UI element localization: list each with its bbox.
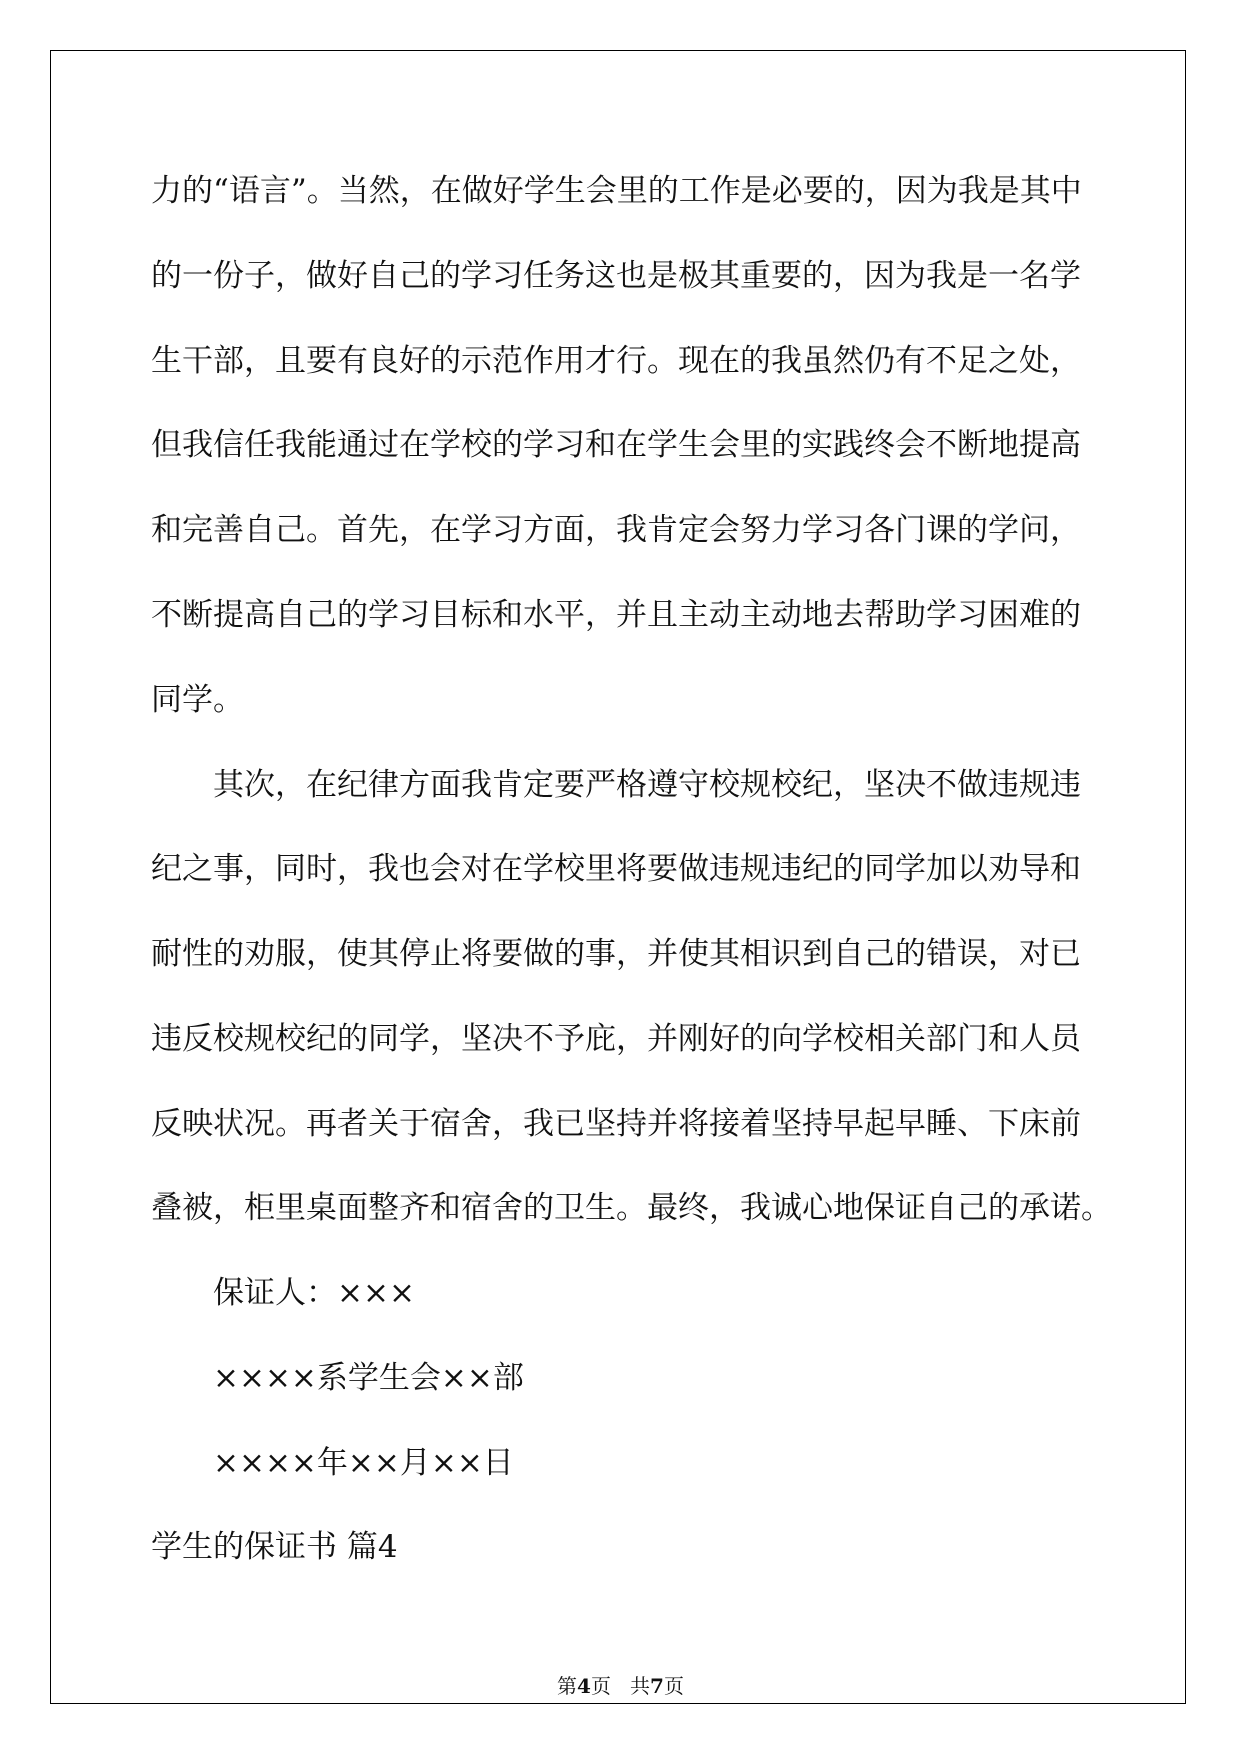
paragraph-line: 的一份子，做好自己的学习任务这也是极其重要的，因为我是一名学 [151,258,1081,294]
paragraph-line: 纪之事，同时，我也会对在学校里将要做违规违纪的同学加以劝导和 [151,851,1081,887]
footer-total-pages: 7 [650,1674,664,1698]
paragraph-line: 同学。 [151,682,244,718]
paragraph-line: 耐性的劝服，使其停止将要做的事，并使其相识到自己的错误，对已 [151,936,1081,972]
paragraph-line: 和完善自己。首先，在学习方面，我肯定会努力学习各门课的学问， [151,512,1081,548]
page-footer [0,1674,1241,1698]
paragraph-line: 叠被，柜里桌面整齐和宿舍的卫生。最终，我诚心地保证自己的承诺。 [151,1190,1112,1226]
paragraph-line: 反映状况。再者关于宿舍，我已坚持并将接着坚持早起早睡、下床前 [151,1106,1081,1142]
date-line: ××××年××月××日 [213,1445,514,1481]
footer-page-number: 4 [577,1674,591,1698]
footer-prefix: 第 [557,1674,578,1698]
guarantor-line: 保证人：××× [213,1275,415,1311]
footer-total-prefix: 共 [630,1674,651,1698]
footer-total-label: 页 [663,1674,684,1698]
department-line: ××××系学生会××部 [213,1360,524,1396]
footer-page-label: 页 [590,1674,611,1698]
paragraph-line: 力的“语言”。当然，在做好学生会里的工作是必要的，因为我是其中 [151,173,1082,209]
paragraph-line: 不断提高自己的学习目标和水平，并且主动主动地去帮助学习困难的 [151,597,1081,633]
paragraph-line: 违反校规校纪的同学，坚决不予庇，并刚好的向学校相关部门和人员 [151,1021,1081,1057]
paragraph-line: 但我信任我能通过在学校的学习和在学生会里的实践终会不断地提高 [151,427,1081,463]
paragraph-line: 生干部，且要有良好的示范作用才行。现在的我虽然仍有不足之处， [151,343,1081,379]
paragraph-line: 其次，在纪律方面我肯定要严格遵守校规校纪，坚决不做违规违 [213,767,1081,803]
section-title: 学生的保证书 篇4 [151,1529,398,1565]
